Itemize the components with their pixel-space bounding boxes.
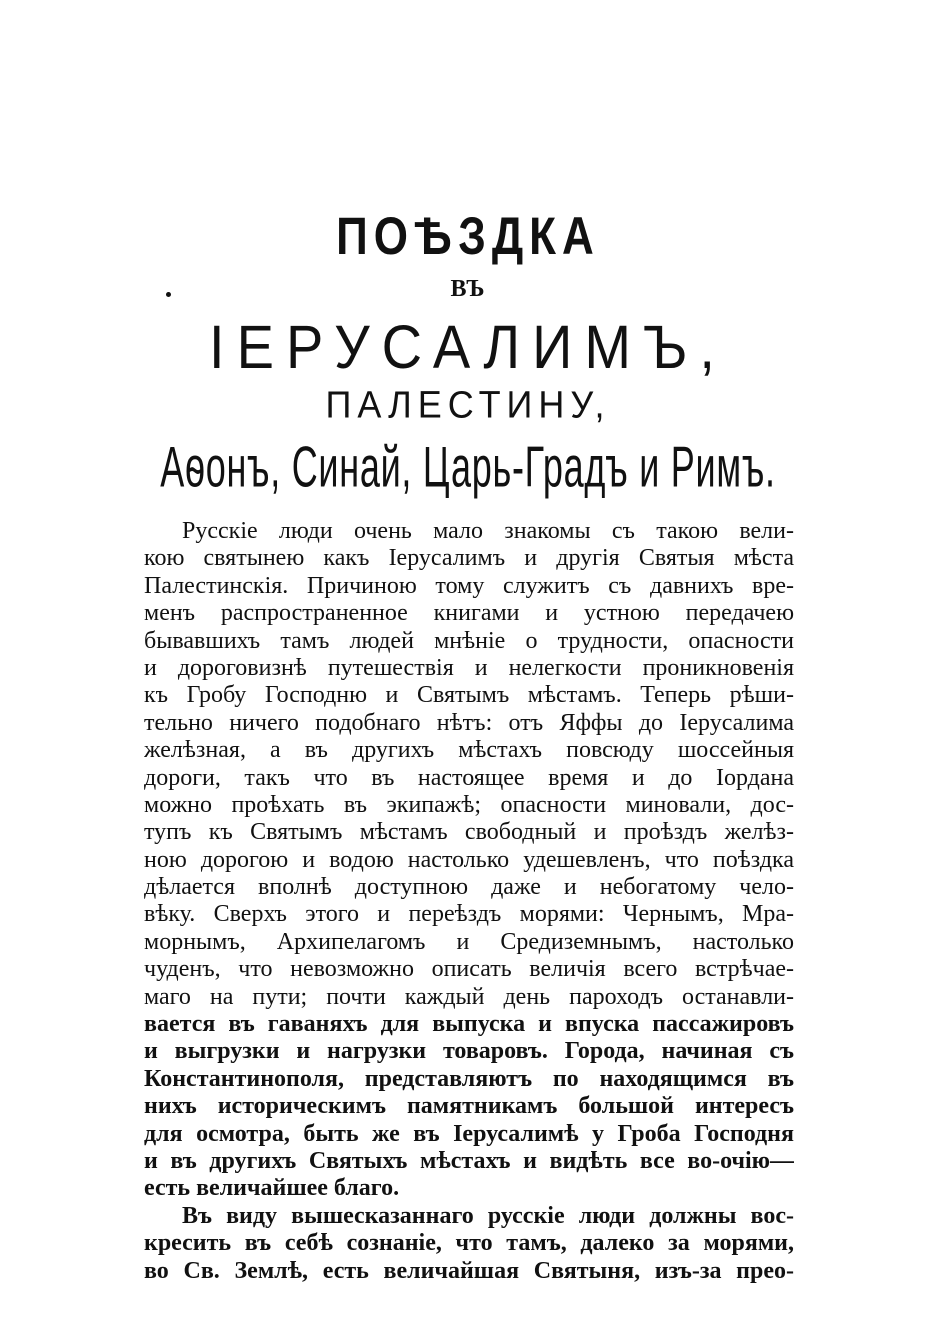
text-line: къ Гробу Господню и Святымъ мѣстамъ. Теперь рѣши- [144, 682, 794, 709]
text-line: Въ виду вышесказаннаго русскіе люди должны вос- [182, 1202, 794, 1229]
text-line: морнымъ, Архипелагомъ и Средиземнымъ, настолько [144, 928, 794, 955]
text-line: маго на пути; почти каждый день пароходъ останавли- [144, 983, 794, 1010]
text-line: и дороговизнѣ путешествія и нелегкости проникновенія [144, 654, 794, 681]
text-line: дѣлается вполнѣ доступною даже и небогатому чело- [144, 874, 794, 901]
text-line: Русскіе люди очень мало знакомы съ такою вели- [182, 518, 794, 544]
text-line: можно проѣхать въ экипажѣ; опасности миновали, дос- [144, 791, 794, 818]
text-line: кресить въ себѣ сознаніе, что тамъ, далеко за морями, [144, 1230, 794, 1257]
text-line: кою святынею какъ Іерусалимъ и другія Святыя мѣста [144, 545, 794, 572]
text-line: тупъ къ Святымъ мѣстамъ свободный и проѣздъ желѣз- [144, 819, 794, 846]
text-line: Константинополя, представляютъ по находящимся въ [144, 1065, 794, 1092]
text-line: во Св. Землѣ, есть величайшая Святыня, изъ-за прео- [144, 1257, 794, 1284]
text-line: вается въ гаваняхъ для выпуска и впуска пассажировъ [144, 1011, 794, 1038]
text-line: для осмотра, быть же въ Іерусалимѣ у Гроба Господня [144, 1120, 794, 1147]
text-line: желѣзная, а въ другихъ мѣстахъ повсюду шоссейныя [144, 737, 794, 764]
text-line: и выгрузки и нагрузки товаровъ. Города, начиная съ [144, 1038, 794, 1065]
title-line-2: ВЪ [450, 276, 486, 302]
text-line: и въ другихъ Святыхъ мѣстахъ и видѣть все во-очію— [144, 1147, 794, 1174]
text-line: чуденъ, что невозможно описать величія всего встрѣчае- [144, 956, 794, 983]
text-line: нихъ историческимъ памятникамъ большой интересъ [144, 1093, 794, 1120]
text-line: ною дорогою и водою настолько удешевленъ, что поѣздка [144, 846, 794, 873]
text-line: менъ распространенное книгами и устною передачею [144, 600, 794, 627]
title-line-4: ПАЛЕСТИНУ, [325, 382, 611, 426]
text-line: Палестинскія. Причиною тому служитъ съ давнихъ вре- [144, 572, 794, 599]
text-line: есть величайшее благо. [144, 1175, 400, 1202]
title-line-1: ПОѢЗДКА [336, 207, 600, 266]
text-line: дороги, такъ что въ настоящее время и до Іордана [144, 764, 794, 791]
text-line: вѣку. Сверхъ этого и переѣздъ морями: Чернымъ, Мра- [144, 901, 794, 928]
title-line-5: Аѳонъ, Синай, Царь-Градъ и Римъ. [160, 434, 776, 500]
text-line: тельно ничего подобнаго нѣтъ: отъ Яффы до Іерусалима [144, 709, 794, 736]
body-text [144, 518, 794, 1285]
text-line: бывавшихъ тамъ людей мнѣніе о трудности, опасности [144, 627, 794, 654]
title-line-3: ІЕРУСАЛИМЪ, [209, 311, 727, 382]
